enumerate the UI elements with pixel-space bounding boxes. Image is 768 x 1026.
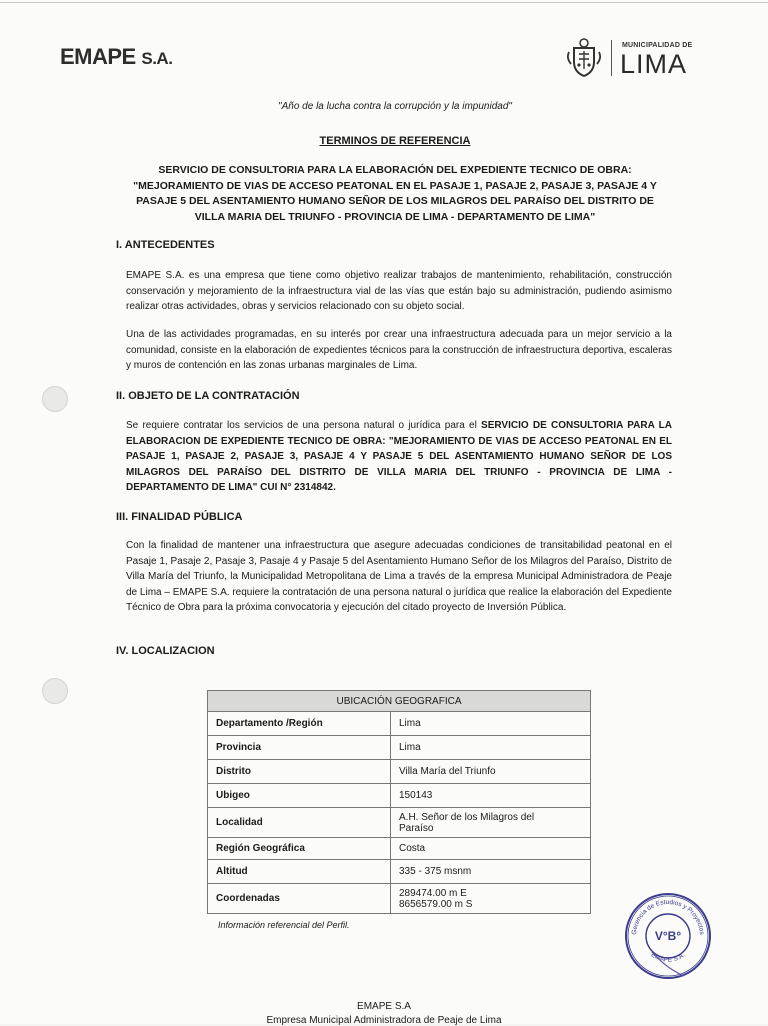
muni-separator	[611, 40, 612, 76]
table-cell-label: Coordenadas	[208, 884, 391, 914]
year-motto: "Año de la lucha contra la corrupción y la impunidad"	[278, 101, 512, 112]
muni-label: MUNICIPALIDAD DE	[622, 42, 693, 49]
top-rule	[0, 2, 768, 3]
table-cell-value: Lima	[391, 736, 591, 760]
stamp-center-text: V°B°	[654, 929, 682, 943]
table-cell-value: Costa	[391, 838, 591, 860]
table-cell-label: Región Geográfica	[208, 838, 391, 860]
punch-hole	[42, 386, 68, 412]
emape-logo	[60, 44, 172, 70]
table-cell-value: 150143	[391, 784, 591, 808]
service-title-line: PASAJE 5 DEL ASENTAMIENTO HUMANO SEÑOR DE LOS MILAGROS DEL PARAÍSO DEL DISTRITO DE	[136, 195, 654, 207]
finalidad-paragraph: Con la finalidad de mantener una infraestructura que asegure adecuadas condiciones de transitabilidad peatonal en el Pasaje 1, Pasaje 2, Pasaje 3, Pasaje 4 y Pasaje 5 del Asentamiento Humano Señor de los Milagros del Paraíso, Distrito de Villa María del Triunfo, la Municipalidad Metropolitana de Lima a través de la empresa Municipal Administradora de Peaje de Lima – EMAPE S.A. requiere la contratación de una persona natural o jurídica que realice la elaboración del Expediente Técnico de Obra para la próxima convocatoria y ejecución del citado proyecto de Inversión Pública.	[126, 540, 672, 613]
table-row	[208, 808, 591, 838]
heading-finalidad: III. FINALIDAD PÚBLICA	[116, 511, 243, 523]
table-cell-value	[391, 884, 591, 914]
emape-logo-main: EMAPE	[60, 44, 136, 69]
heading-antecedentes: I. ANTECEDENTES	[116, 239, 215, 251]
table-row	[208, 736, 591, 760]
table-cell-label: Localidad	[208, 808, 391, 838]
punch-hole	[42, 678, 68, 704]
table-cell-label: Departamento /Región	[208, 712, 391, 736]
table-cell-label: Provincia	[208, 736, 391, 760]
table-row	[208, 712, 591, 736]
table-header-row	[208, 691, 591, 712]
svg-text:EMAPE S.A.	[650, 952, 687, 964]
table-cell-line: 8656579.00 m S	[399, 898, 473, 910]
stamp-bottom-text: EMAPE S.A.	[649, 951, 687, 964]
table-cell-value	[391, 808, 591, 838]
table-cell-line: Paraíso	[399, 822, 434, 834]
table-cell-label: Altitud	[208, 860, 391, 884]
table-row	[208, 838, 591, 860]
approval-stamp	[622, 890, 714, 982]
table-row	[208, 760, 591, 784]
objeto-paragraph	[126, 418, 672, 496]
lima-crest-icon	[566, 36, 602, 78]
table-cell-value: 335 - 375 msnm	[391, 860, 591, 884]
heading-objeto: II. OBJETO DE LA CONTRATACIÓN	[116, 390, 300, 402]
table-cell-line: 289474.00 m E	[399, 887, 467, 899]
table-cell-value: Lima	[391, 712, 591, 736]
table-cell-line: A.H. Señor de los Milagros del	[399, 811, 535, 823]
service-title-line: SERVICIO DE CONSULTORIA PARA LA ELABORACIÓN DEL EXPEDIENTE TECNICO DE OBRA:	[158, 164, 632, 176]
footer-company-full: Empresa Municipal Administradora de Peaje de Lima	[266, 1015, 502, 1026]
heading-localizacion: IV. LOCALIZACION	[116, 645, 215, 657]
table-row	[208, 860, 591, 884]
location-table	[207, 690, 591, 914]
objeto-bold: SERVICIO DE CONSULTORIA PARA LA ELABORACION DE EXPEDIENTE TECNICO DE OBRA: "MEJORAMIENTO DE VIAS DE ACCESO PEATONAL EN EL PASAJE 1, PASAJE 2, PASAJE 3, PASAJE 4 Y PASAJE 5 DEL ASENTAMIENTO HUMANO SEÑOR DE LOS MILAGROS DEL PARAÍSO DEL DISTRITO DE VILLA MARIA DEL TRIUNFO - PROVINCIA DE LIMA - DEPARTAMENTO DE LIMA" CUI N° 2314842.	[126, 420, 672, 493]
muni-name: LIMA	[620, 49, 688, 79]
document-title: TERMINOS DE REFERENCIA	[319, 135, 471, 147]
table-cell-label: Ubigeo	[208, 784, 391, 808]
antecedentes-paragraph-2: Una de las actividades programadas, en su interés por crear una infraestructura adecuada para un mejor servicio a la comunidad, consiste en la elaboración de expedientes técnicos para la construcción de infraestructura deportiva, escaleras y muros de contención en las zonas urbanas marginales de Lima.	[126, 329, 672, 371]
table-row	[208, 784, 591, 808]
footer-company: EMAPE S.A	[357, 1001, 411, 1012]
objeto-lead: Se requiere contratar los servicios de una persona natural o jurídica para el	[126, 420, 482, 431]
service-title-line: VILLA MARIA DEL TRIUNFO - PROVINCIA DE LIMA - DEPARTAMENTO DE LIMA"	[194, 210, 596, 223]
table-cell-value: Villa María del Triunfo	[391, 760, 591, 784]
table-note: Información referencial del Perfil.	[218, 920, 350, 930]
table-row	[208, 884, 591, 914]
service-title	[100, 163, 690, 225]
table-cell-label: Distrito	[208, 760, 391, 784]
emape-logo-suffix: S.A.	[141, 49, 173, 68]
table-header: UBICACIÓN GEOGRAFICA	[208, 691, 591, 712]
stamp-ring-text: Gerencia de Estudios y Proyectos	[630, 898, 706, 936]
service-title-line: "MEJORAMIENTO DE VIAS DE ACCESO PEATONAL EN EL PASAJE 1, PASAJE 2, PASAJE 3, PASAJE 4 Y	[133, 179, 657, 192]
antecedentes-paragraph-1: EMAPE S.A. es una empresa que tiene como objetivo realizar trabajos de mantenimiento, rehabilitación, construcción conservación y mejoramiento de la infraestructura vial de las vías que están bajo su administración, pudiendo asimismo realizar otras actividades, obras y servicios relacionado con su objeto social.	[126, 270, 672, 312]
